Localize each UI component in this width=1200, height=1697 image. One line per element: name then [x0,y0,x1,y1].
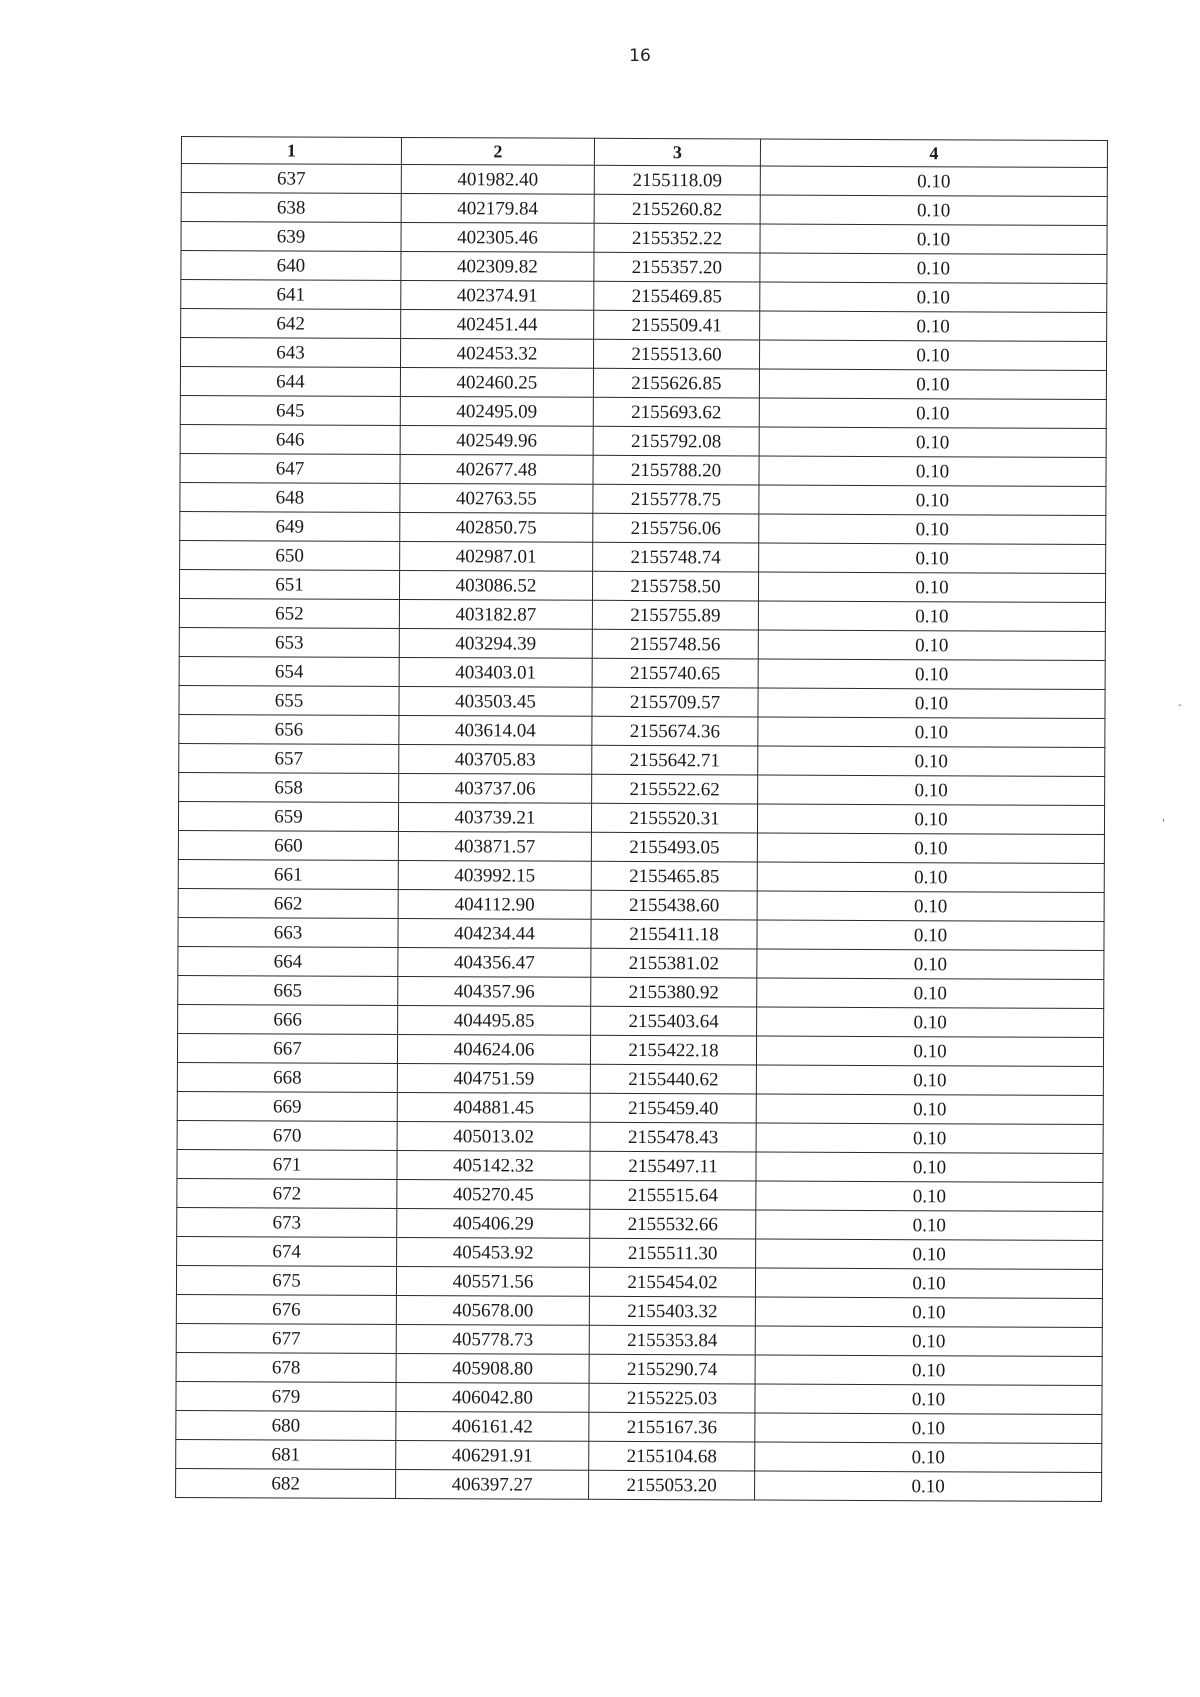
table-row [180,482,1106,515]
table-row [179,569,1105,602]
point-number-cell: 647 [180,453,400,483]
value-cell: 0.10 [756,1239,1103,1270]
table-row [177,1120,1103,1153]
coordinates-table-container [175,136,1107,1502]
point-number-cell: 675 [176,1265,396,1295]
point-number-cell: 671 [177,1149,397,1179]
value-cell: 0.10 [759,543,1106,574]
y-coordinate-cell: 2155053.20 [589,1470,755,1500]
point-number-cell: 644 [180,367,400,397]
x-coordinate-cell: 402460.25 [400,367,593,397]
table-row [179,772,1105,805]
point-number-cell: 679 [176,1381,396,1411]
x-coordinate-cell: 405453.92 [397,1237,590,1267]
point-number-cell: 648 [180,482,400,512]
y-coordinate-cell: 2155497.11 [590,1151,756,1181]
table-row [176,1439,1102,1472]
table-row [176,1265,1102,1298]
point-number-cell: 643 [180,338,400,368]
y-coordinate-cell: 2155748.74 [593,542,759,572]
value-cell: 0.10 [756,1123,1103,1154]
value-cell: 0.10 [756,1036,1103,1067]
coordinates-table [175,136,1108,1502]
y-coordinate-cell: 2155403.64 [591,1006,757,1036]
x-coordinate-cell: 403992.15 [398,860,591,890]
point-number-cell: 678 [176,1352,396,1382]
value-cell: 0.10 [757,949,1104,980]
y-coordinate-cell: 2155422.18 [590,1035,756,1065]
y-coordinate-cell: 2155352.22 [594,223,760,253]
value-cell: 0.10 [756,1152,1103,1183]
point-number-cell: 653 [179,627,399,657]
y-coordinate-cell: 2155469.85 [594,281,760,311]
point-number-cell: 639 [181,222,401,252]
point-number-cell: 656 [179,714,399,744]
table-row [179,627,1105,660]
x-coordinate-cell: 405406.29 [397,1208,590,1238]
value-cell: 0.10 [760,195,1107,226]
table-row [181,164,1107,197]
value-cell: 0.10 [755,1355,1102,1386]
x-coordinate-cell: 403294.39 [399,628,592,658]
y-coordinate-cell: 2155290.74 [589,1354,755,1384]
table-row [177,1033,1103,1066]
y-coordinate-cell: 2155454.02 [589,1267,755,1297]
point-number-cell: 667 [177,1033,397,1063]
x-coordinate-cell: 405270.45 [397,1179,590,1209]
x-coordinate-cell: 406397.27 [396,1469,589,1499]
table-row [178,859,1104,892]
point-number-cell: 645 [180,395,400,425]
table-row [177,1178,1103,1211]
x-coordinate-cell: 405908.80 [396,1353,589,1383]
table-row [181,251,1107,284]
value-cell: 0.10 [758,775,1105,806]
x-coordinate-cell: 402451.44 [401,309,594,339]
y-coordinate-cell: 2155493.05 [591,832,757,862]
value-cell: 0.10 [756,1181,1103,1212]
y-coordinate-cell: 2155778.75 [593,484,759,514]
x-coordinate-cell: 402549.96 [400,425,593,455]
x-coordinate-cell: 403871.57 [398,831,591,861]
value-cell: 0.10 [760,224,1107,255]
point-number-cell: 661 [178,859,398,889]
value-cell: 0.10 [757,833,1104,864]
table-row [180,453,1106,486]
point-number-cell: 669 [177,1091,397,1121]
column-header-2: 2 [401,137,594,165]
value-cell: 0.10 [759,398,1106,429]
value-cell: 0.10 [760,166,1107,197]
table-row [178,801,1104,834]
x-coordinate-cell: 403737.06 [399,773,592,803]
x-coordinate-cell: 403503.45 [399,686,592,716]
x-coordinate-cell: 403614.04 [399,715,592,745]
y-coordinate-cell: 2155459.40 [590,1093,756,1123]
x-coordinate-cell: 404751.59 [397,1063,590,1093]
table-row [178,830,1104,863]
value-cell: 0.10 [759,485,1106,516]
y-coordinate-cell: 2155438.60 [591,890,757,920]
column-header-3: 3 [594,138,760,166]
point-number-cell: 664 [178,946,398,976]
value-cell: 0.10 [759,340,1106,371]
x-coordinate-cell: 402987.01 [400,541,593,571]
x-coordinate-cell: 404495.85 [398,1005,591,1035]
x-coordinate-cell: 402850.75 [400,512,593,542]
y-coordinate-cell: 2155788.20 [593,455,759,485]
table-row [176,1410,1102,1443]
x-coordinate-cell: 402305.46 [401,222,594,252]
table-row [181,222,1107,255]
x-coordinate-cell: 402309.82 [401,251,594,281]
x-coordinate-cell: 403086.52 [399,570,592,600]
y-coordinate-cell: 2155513.60 [593,339,759,369]
point-number-cell: 674 [177,1236,397,1266]
x-coordinate-cell: 402374.91 [401,280,594,310]
point-number-cell: 682 [176,1468,396,1498]
value-cell: 0.10 [758,688,1105,719]
table-row [179,656,1105,689]
table-row [176,1352,1102,1385]
x-coordinate-cell: 405778.73 [396,1324,589,1354]
table-row [178,888,1104,921]
point-number-cell: 646 [180,424,400,454]
value-cell: 0.10 [756,1210,1103,1241]
value-cell: 0.10 [755,1413,1102,1444]
value-cell: 0.10 [758,746,1105,777]
table-row [180,395,1106,428]
x-coordinate-cell: 402495.09 [400,396,593,426]
table-row [178,1004,1104,1037]
value-cell: 0.10 [759,456,1106,487]
y-coordinate-cell: 2155118.09 [594,165,760,195]
table-row [179,598,1105,631]
table-row [176,1468,1102,1501]
table-row [178,917,1104,950]
y-coordinate-cell: 2155353.84 [589,1325,755,1355]
x-coordinate-cell: 406161.42 [396,1411,589,1441]
table-row [177,1149,1103,1182]
table-row [180,511,1106,544]
table-row [179,685,1105,718]
y-coordinate-cell: 2155225.03 [589,1383,755,1413]
y-coordinate-cell: 2155642.71 [592,745,758,775]
y-coordinate-cell: 2155522.62 [592,774,758,804]
y-coordinate-cell: 2155748.56 [592,629,758,659]
table-header-row [181,137,1107,168]
table-row [176,1381,1102,1414]
value-cell: 0.10 [760,282,1107,313]
table-row [177,1207,1103,1240]
y-coordinate-cell: 2155740.65 [592,658,758,688]
value-cell: 0.10 [757,920,1104,951]
point-number-cell: 657 [179,743,399,773]
y-coordinate-cell: 2155380.92 [591,977,757,1007]
table-row [181,309,1107,342]
y-coordinate-cell: 2155674.36 [592,716,758,746]
value-cell: 0.10 [755,1384,1102,1415]
x-coordinate-cell: 406042.80 [396,1382,589,1412]
x-coordinate-cell: 402763.55 [400,483,593,513]
point-number-cell: 654 [179,656,399,686]
x-coordinate-cell: 404356.47 [398,947,591,977]
scan-speck: - [1178,700,1182,711]
page-number: 16 [629,46,651,66]
point-number-cell: 652 [179,598,399,628]
table-row [180,540,1106,573]
value-cell: 0.10 [757,891,1104,922]
y-coordinate-cell: 2155411.18 [591,919,757,949]
value-cell: 0.10 [760,253,1107,284]
value-cell: 0.10 [758,601,1105,632]
x-coordinate-cell: 404234.44 [398,918,591,948]
value-cell: 0.10 [758,630,1105,661]
x-coordinate-cell: 405013.02 [397,1121,590,1151]
point-number-cell: 659 [178,801,398,831]
table-row [181,280,1107,313]
x-coordinate-cell: 406291.91 [396,1440,589,1470]
point-number-cell: 658 [179,772,399,802]
y-coordinate-cell: 2155167.36 [589,1412,755,1442]
value-cell: 0.10 [758,717,1105,748]
x-coordinate-cell: 404881.45 [397,1092,590,1122]
table-row [177,1062,1103,1095]
y-coordinate-cell: 2155709.57 [592,687,758,717]
value-cell: 0.10 [759,427,1106,458]
x-coordinate-cell: 404357.96 [398,976,591,1006]
point-number-cell: 641 [181,280,401,310]
value-cell: 0.10 [757,862,1104,893]
x-coordinate-cell: 403739.21 [398,802,591,832]
x-coordinate-cell: 404624.06 [397,1034,590,1064]
point-number-cell: 668 [177,1062,397,1092]
value-cell: 0.10 [758,659,1105,690]
point-number-cell: 663 [178,917,398,947]
y-coordinate-cell: 2155260.82 [594,194,760,224]
value-cell: 0.10 [757,804,1104,835]
value-cell: 0.10 [757,978,1104,1009]
table-row [180,338,1106,371]
y-coordinate-cell: 2155465.85 [591,861,757,891]
point-number-cell: 672 [177,1178,397,1208]
y-coordinate-cell: 2155515.64 [590,1180,756,1210]
point-number-cell: 640 [181,251,401,281]
point-number-cell: 681 [176,1439,396,1469]
y-coordinate-cell: 2155403.32 [589,1296,755,1326]
x-coordinate-cell: 404112.90 [398,889,591,919]
table-row [178,975,1104,1008]
point-number-cell: 670 [177,1120,397,1150]
point-number-cell: 637 [181,164,401,194]
value-cell: 0.10 [759,514,1106,545]
x-coordinate-cell: 405142.32 [397,1150,590,1180]
y-coordinate-cell: 2155520.31 [591,803,757,833]
scan-speck: ' [1162,818,1165,829]
column-header-4: 4 [760,139,1107,168]
x-coordinate-cell: 401982.40 [401,164,594,194]
value-cell: 0.10 [755,1326,1102,1357]
x-coordinate-cell: 402179.84 [401,193,594,223]
y-coordinate-cell: 2155511.30 [590,1238,756,1268]
x-coordinate-cell: 403182.87 [399,599,592,629]
y-coordinate-cell: 2155693.62 [593,397,759,427]
table-row [178,946,1104,979]
y-coordinate-cell: 2155756.06 [593,513,759,543]
value-cell: 0.10 [758,572,1105,603]
point-number-cell: 673 [177,1207,397,1237]
y-coordinate-cell: 2155758.50 [592,571,758,601]
value-cell: 0.10 [755,1297,1102,1328]
point-number-cell: 642 [181,309,401,339]
point-number-cell: 680 [176,1410,396,1440]
point-number-cell: 655 [179,685,399,715]
point-number-cell: 666 [178,1004,398,1034]
value-cell: 0.10 [760,311,1107,342]
table-row [176,1323,1102,1356]
point-number-cell: 649 [180,511,400,541]
x-coordinate-cell: 402677.48 [400,454,593,484]
table-row [177,1236,1103,1269]
table-row [180,424,1106,457]
point-number-cell: 662 [178,888,398,918]
value-cell: 0.10 [756,1065,1103,1096]
y-coordinate-cell: 2155532.66 [590,1209,756,1239]
point-number-cell: 660 [178,830,398,860]
table-row [179,743,1105,776]
value-cell: 0.10 [756,1094,1103,1125]
table-row [181,193,1107,226]
value-cell: 0.10 [757,1007,1104,1038]
x-coordinate-cell: 405678.00 [396,1295,589,1325]
x-coordinate-cell: 402453.32 [400,338,593,368]
table-body [176,164,1108,1502]
point-number-cell: 650 [180,540,400,570]
y-coordinate-cell: 2155440.62 [590,1064,756,1094]
y-coordinate-cell: 2155509.41 [594,310,760,340]
value-cell: 0.10 [755,1442,1102,1473]
value-cell: 0.10 [755,1268,1102,1299]
point-number-cell: 676 [176,1294,396,1324]
value-cell: 0.10 [755,1471,1102,1502]
x-coordinate-cell: 405571.56 [396,1266,589,1296]
x-coordinate-cell: 403403.01 [399,657,592,687]
y-coordinate-cell: 2155755.89 [592,600,758,630]
y-coordinate-cell: 2155792.08 [593,426,759,456]
point-number-cell: 677 [176,1323,396,1353]
y-coordinate-cell: 2155357.20 [594,252,760,282]
column-header-1: 1 [181,137,401,165]
table-row [180,367,1106,400]
y-coordinate-cell: 2155626.85 [593,368,759,398]
y-coordinate-cell: 2155478.43 [590,1122,756,1152]
point-number-cell: 651 [179,569,399,599]
point-number-cell: 665 [178,975,398,1005]
point-number-cell: 638 [181,193,401,223]
table-row [176,1294,1102,1327]
y-coordinate-cell: 2155104.68 [589,1441,755,1471]
table-row [179,714,1105,747]
y-coordinate-cell: 2155381.02 [591,948,757,978]
x-coordinate-cell: 403705.83 [399,744,592,774]
value-cell: 0.10 [759,369,1106,400]
table-row [177,1091,1103,1124]
